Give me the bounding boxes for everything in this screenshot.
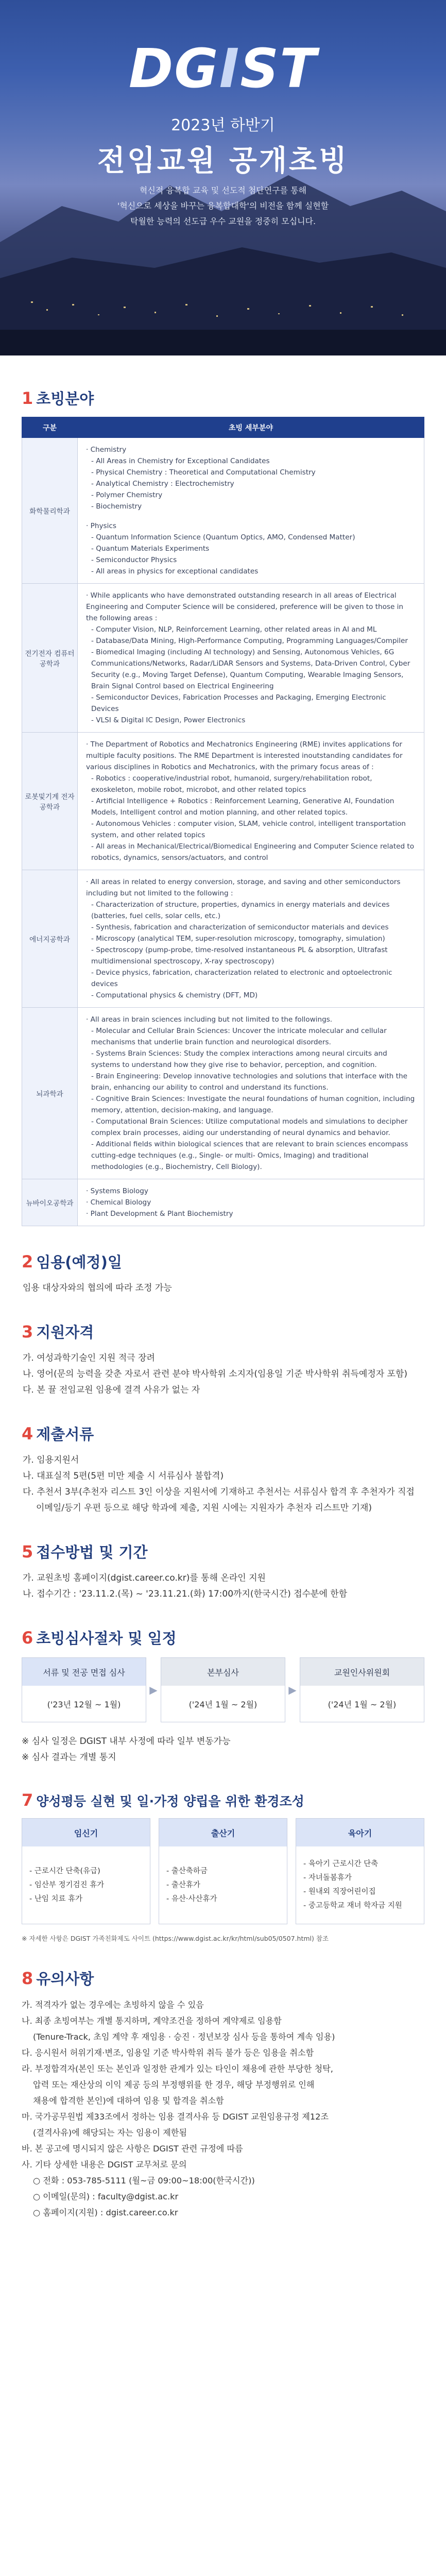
benefit-column (159, 1818, 287, 1924)
field-line: - Quantum Materials Experiments (91, 545, 210, 553)
field-line: - Robotics : cooperative/industrial robot, humanoid, surgery/rehabilitation robot, exoskeleton, mobile robot, microbot, and other related topics (91, 774, 372, 794)
field-category: 뇌과학과 (22, 1008, 78, 1179)
field-detail (78, 1179, 424, 1226)
list-item: 다. 추천서 3부(추천자 리스트 3인 이상을 지원서에 기재하고 추천서는 서류심사 합격 후 추천자가 직접 이메일/등기 우편 등으로 해당 학과에 제출, 지원 시에는 지원자가 추천자 리스트만 기재) (23, 1487, 415, 1513)
column-header-detail: 초빙 세부분야 (78, 417, 424, 438)
field-line: - Semiconductor Physics (91, 556, 177, 564)
notice-item: (Tenure-Track, 초임 계약 후 재임용 · 승진 · 정년보장 심사 등을 통하여 계속 임용) (33, 2032, 335, 2042)
notice-item: 사. 기타 상세한 내용은 DGIST 교무처로 문의 (22, 2160, 187, 2170)
notice-item: 라. 부정합격자(본인 또는 본인과 일정한 관계가 있는 타인이 채용에 관한 부당한 청탁, (22, 2064, 333, 2074)
field-line: - Microscopy (analytical TEM, super-resolution microscopy, tomography, simulation) (91, 935, 385, 943)
step-title: 서류 및 전공 면접 심사 (22, 1658, 146, 1686)
benefit-item: - 중고등학교 재녀 학자금 지원 (303, 1902, 402, 1910)
benefit-table (22, 1818, 424, 1924)
field-detail (78, 733, 424, 870)
field-category: 로봇및기계 전자공학과 (22, 733, 78, 870)
list-item: 나. 영어(문의 능력을 갖춘 자로서 관련 분야 박사학위 소지자(임용일 기준 박사학위 취득예정자 포함) (23, 1369, 408, 1379)
benefit-column-title: 출산기 (159, 1819, 287, 1846)
notice-item: 바. 본 공고에 명시되지 않은 사항은 DGIST 관련 규정에 따름 (22, 2144, 243, 2154)
step-title: 교원인사위원회 (300, 1658, 424, 1686)
field-category: 전기전자 컴퓨터공학과 (22, 584, 78, 733)
field-line: - Computational physics & chemistry (DFT, MD) (91, 991, 258, 999)
list-item: 가. 교원초빙 홈페이지(dgist.career.co.kr)를 통해 온라인 지원 (23, 1573, 266, 1583)
field-line: - Characterization of structure, properties, dynamics in energy materials and devices (batteries, fuel cells, solar cells, etc.) (91, 901, 390, 920)
field-category: 뉴바이오공학과 (22, 1179, 78, 1226)
notice-item: ○ 이메일(문의) : faculty@dgist.ac.kr (33, 2192, 179, 2201)
section-number: 7 (22, 1790, 33, 1810)
field-line: · Systems Biology (86, 1187, 148, 1195)
field-line: - Molecular and Cellular Brain Sciences: Uncover the intricate molecular and cellular mechanisms that underlie brain function and neurological disorders. (91, 1027, 387, 1046)
notice-list (22, 1997, 424, 2221)
appointment-text: 임용 대상자와의 협의에 따라 조정 가능 (23, 1283, 172, 1293)
notice-item: 마. 국가공무원법 제33조에서 정하는 임용 결격사유 등 DGIST 교원임용규정 제12조 (22, 2112, 329, 2122)
section-number: 5 (22, 1542, 33, 1562)
schedule-step (300, 1657, 424, 1722)
step-date: ('24년 1월 ~ 2월) (188, 1699, 258, 1709)
notice-item: 가. 적격자가 없는 경우에는 초빙하지 않을 수 있음 (22, 2000, 204, 2010)
list-item: 가. 여성과학기술인 지원 적극 장려 (23, 1353, 155, 1363)
section-title: 초빙심사절차 및 일정 (36, 1630, 177, 1647)
table-row (22, 1008, 424, 1179)
field-line: · Chemistry (86, 446, 127, 454)
benefit-item: - 육아기 근로시간 단축 (303, 1860, 379, 1868)
field-detail (78, 870, 424, 1008)
notice-item: 채용에 합격한 본인)에 대하여 임용 및 합격을 취소함 (33, 2096, 224, 2106)
chevron-right-icon: ▶ (149, 1684, 158, 1696)
field-line: - Computer Vision, NLP, Reinforcement Learning, other related areas in AI and ML (91, 625, 377, 634)
field-line: - VLSI & Digital IC Design, Power Electronics (91, 716, 246, 724)
fields-table (22, 417, 424, 1226)
hero-subtitle: 2023년 하반기 (171, 116, 275, 134)
field-line: - Polymer Chemistry (91, 491, 163, 499)
section-title: 양성평등 실현 및 일·가정 양립을 위한 환경조성 (36, 1794, 304, 1809)
field-line: · While applicants who have demonstrated outstanding research in all areas of Electrical Engineering and Computer Science will be considered, preference will be given to those in the following areas : (86, 591, 404, 622)
table-row (22, 1179, 424, 1226)
table-row (22, 438, 424, 584)
list-item: 가. 임용지원서 (23, 1455, 79, 1465)
hero-description: 혁신적 융복합 교육 및 선도적 첨단연구를 통해 '혁신으로 세상을 바꾸는 융복합대학'의 비전을 함께 실현할 탁월한 능력의 선도급 우수 교원을 정중히 모십니다. (117, 185, 329, 226)
section-title: 유의사항 (36, 1970, 94, 1988)
field-line: - Quantum Information Science (Quantum Optics, AMO, Condensed Matter) (91, 533, 355, 541)
notice-item: 압력 또는 재산상의 이익 제공 등의 부정행위를 한 경우, 해당 부정행위로 인해 (33, 2080, 315, 2090)
field-line: - Biomedical Imaging (including AI technology) and Sensing, Autonomous Vehicles, 6G Communications/Networks, Radar/LiDAR Sensors and Systems, Data-Driven Control, Cyber Security (e.g., Moving Target Defense), Quantum Computing, Wearable Imaging Sensors, Brain Signal Control based on Electrical Engineering (91, 648, 410, 690)
field-line: - Biochemistry (91, 502, 142, 511)
benefit-item: - 난임 치료 휴가 (29, 1894, 83, 1903)
benefit-item: - 출산축하금 (166, 1867, 208, 1875)
field-line: - All areas in physics for exceptional candidates (91, 567, 259, 575)
field-detail (78, 1008, 424, 1179)
field-line: · Chemical Biology (86, 1198, 151, 1207)
field-detail (78, 584, 424, 733)
section-title: 임용(예정)일 (36, 1253, 122, 1271)
field-line: - All areas in Mechanical/Electrical/Biomedical Engineering and Computer Science related to robotics, dynamics, sensors/actuators, and control (91, 842, 415, 862)
benefit-item: - 임산부 정기검진 휴가 (29, 1880, 105, 1889)
step-date: ('23년 12월 ~ 1월) (47, 1699, 121, 1709)
section-appointment (22, 1251, 424, 1296)
field-line: - Semiconductor Devices, Fabrication Processes and Packaging, Emerging Electronic Devices (91, 693, 386, 713)
section-qualification (22, 1321, 424, 1398)
field-line: - Brain Engineering: Develop innovative technologies and solutions that interface with the brain, enhancing our ability to control and understand its functions. (91, 1072, 407, 1092)
schedule-step (22, 1657, 146, 1722)
schedule-step (161, 1657, 285, 1722)
field-line: - Systems Brain Sciences: Study the complex interactions among neural circuits and systems to understand how they give rise to behavior, perception, and cognition. (91, 1049, 387, 1069)
list-item: 다. 본 뀰 전임교원 임용에 결격 사유가 없는 자 (23, 1385, 200, 1395)
benefit-item: - 유산·사산휴가 (166, 1894, 217, 1903)
field-line: - All Areas in Chemistry for Exceptional Candidates (91, 457, 270, 465)
section-environment (22, 1790, 424, 1943)
schedule-notes: ※ 심사 일정은 DGIST 내부 사정에 따라 일부 변동가능 ※ 심사 결과는 개별 통지 (22, 1736, 231, 1762)
field-line: - Additional fields within biological sciences that are relevant to brain sciences encompass cutting-edge techniques (e.g., Single- or multi- Omics, Imaging) and traditional methodologies (e.g., Biochemistry, Cell Biology). (91, 1140, 408, 1171)
step-date: ('24년 1월 ~ 2월) (328, 1699, 397, 1709)
field-line: · All areas in brain sciences including but not limited to the followings. (86, 1015, 333, 1024)
field-line: - Cognitive Brain Sciences: Investigate the neural foundations of human cognition, including memory, attention, decision-making, and language. (91, 1095, 415, 1114)
notice-item: ○ 홈페이지(지원) : dgist.career.co.kr (33, 2208, 178, 2217)
notice-item: 다. 응시원서 허위기재·변조, 임용일 기준 박사학위 취득 불가 등은 임용을 취소함 (22, 2048, 314, 2058)
section-number: 3 (22, 1322, 33, 1342)
hero-banner (0, 0, 446, 355)
section-fields (22, 387, 424, 1226)
benefit-item: - 자녀돌봄휴가 (303, 1874, 352, 1882)
section-title: 초빙분야 (36, 390, 94, 408)
section-number: 2 (22, 1252, 33, 1272)
list-item: 나. 대표실적 5편(5편 미만 제출 시 서류심사 불합격) (23, 1471, 224, 1481)
field-line: - Physical Chemistry : Theoretical and Computational Chemistry (91, 468, 316, 477)
field-line: - Database/Data Mining, High-Performance Computing, Programming Languages/Compiler (91, 637, 408, 645)
field-category: 화학물리학과 (22, 438, 78, 584)
field-line: · Physics (86, 522, 116, 530)
field-line: - Autonomous Vehicles : computer vision, SLAM, vehicle control, intelligent transportation system, and other related topics (91, 820, 406, 839)
application-list (22, 1570, 424, 1602)
section-title: 제출서류 (36, 1426, 94, 1443)
field-detail (78, 438, 424, 584)
step-title: 본부심사 (161, 1658, 285, 1686)
field-line: - Analytical Chemistry : Electrochemistry (91, 480, 234, 488)
field-line: - Device physics, fabrication, characterization related to electronic and optoelectronic devices (91, 969, 392, 988)
notice-item: ○ 전화 : 053-785-5111 (월~금 09:00~18:00(한국시간)) (33, 2176, 255, 2185)
documents-list (22, 1452, 424, 1516)
benefit-item: - 출산휴가 (166, 1880, 200, 1889)
benefit-column (296, 1818, 424, 1924)
column-header-category: 구분 (22, 417, 78, 438)
section-title: 접수방법 및 기간 (36, 1544, 148, 1561)
section-title: 지원자격 (36, 1324, 94, 1341)
dgist-logo: DGIST (128, 37, 318, 100)
table-row (22, 870, 424, 1008)
section-documents (22, 1423, 424, 1516)
qualification-list (22, 1350, 424, 1398)
field-line: · Plant Development & Plant Biochemistry (86, 1210, 233, 1218)
section-notice (22, 1968, 424, 2221)
field-category: 에너지공학과 (22, 870, 78, 1008)
list-item: 나. 접수기간 : '23.11.2.(목) ~ '23.11.21.(화) 17:00까지(한국시간) 접수분에 한함 (23, 1589, 348, 1599)
hero-title: 전임교원 공개초빙 (97, 144, 349, 178)
field-line: · The Department of Robotics and Mechatronics Engineering (RME) invites applications for multiple faculty positions. The RME Department is interested inoutstanding candidates for various disciplines in Robotics and Mechatronics, with the primary focus areas of : (86, 740, 403, 771)
chevron-right-icon: ▶ (288, 1684, 297, 1696)
benefit-item: - 원내외 직장어린이집 (303, 1888, 376, 1896)
benefit-column (22, 1818, 150, 1924)
benefit-note: ※ 자세한 사항은 DGIST 가족친화제도 사이트 (https://www.dgist.ac.kr/kr/html/sub05/0507.html) 참조 (22, 1935, 329, 1942)
notice-item: (결격사유)에 해당되는 자는 임용이 제한됨 (33, 2128, 187, 2138)
benefit-column-title: 임신기 (22, 1819, 150, 1846)
benefit-column-title: 육아기 (296, 1819, 424, 1846)
section-application (22, 1541, 424, 1602)
field-line: - Artificial Intelligence + Robotics : Reinforcement Learning, Generative AI, Foundation Models, Intelligent control and motion planning, and other related topics. (91, 797, 394, 817)
section-number: 1 (22, 388, 33, 408)
field-line: - Computational Brain Sciences: Utilize computational models and simulations to decipher complex brain processes, aiding our understanding of neural dynamics and behavior. (91, 1117, 408, 1137)
schedule-flow (22, 1657, 424, 1722)
section-steps (22, 1627, 424, 1766)
section-number: 8 (22, 1969, 33, 1988)
field-line: - Synthesis, fabrication and characterization of semiconductor materials and devices (91, 923, 389, 931)
table-row (22, 733, 424, 870)
section-number: 4 (22, 1424, 33, 1444)
benefit-item: - 근로시간 단축(유급) (29, 1867, 100, 1875)
field-line: · All areas in related to energy conversion, storage, and saving and other semiconductors including but not limited to the following : (86, 878, 401, 897)
field-line: - Spectroscopy (pump-probe, time-resolved instantaneous PL & absorption, Ultrafast multidimensional spectroscopy, X-ray spectroscopy) (91, 946, 388, 965)
section-number: 6 (22, 1628, 33, 1648)
table-row (22, 584, 424, 733)
notice-item: 나. 최종 초빙여부는 개별 통지하며, 계약조건을 정하여 계약제로 임용함 (22, 2016, 282, 2026)
